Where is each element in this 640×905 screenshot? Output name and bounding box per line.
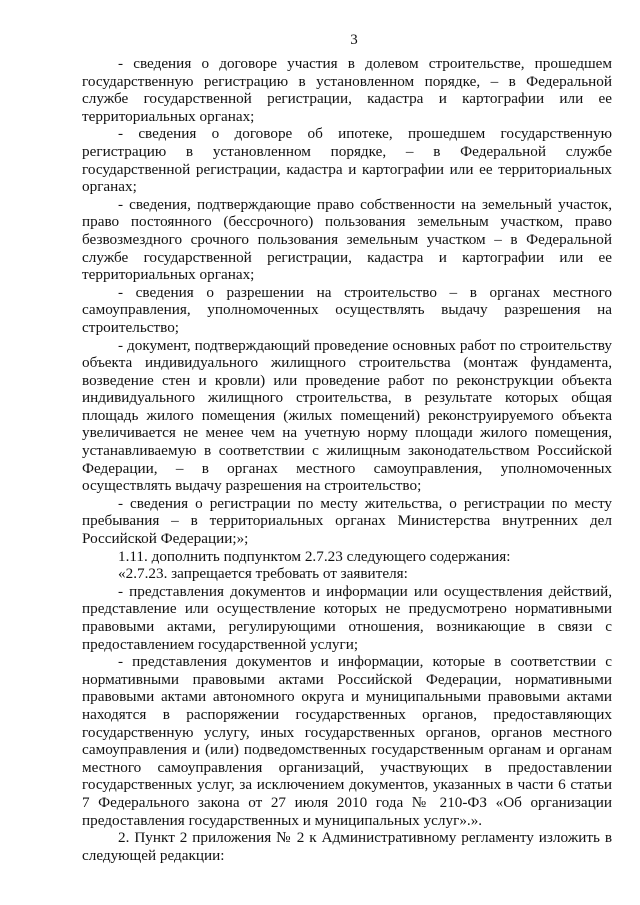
- paragraph-land-ownership: - сведения, подтверждающие право собственности на земельный участок, право постоянного (бессрочного) пользования земельным участком, право безвозмездного срочного пользования земельным участком – в Федеральной службе государственной регистрации, кадастра и картографии или ее территориальных органах;: [82, 195, 612, 284]
- paragraph-prohibition-documents: - представления документов и информации, которые в соответствии с нормативными правовыми актами Российской Федерации, нормативными правовыми актами автономного округа и муниципальными правовыми актами находятся в распоряжении государственных органов, предоставляющих государственную услугу, иных государственных органов, органов местного самоуправления и (или) подведомственных государственным органам и органам местного самоуправления организаций, участвующих в предоставлении государственных услуг, за исключением документов, указанных в части 6 статьи 7 Федерального закона от 27 июля 2010 года № 210-ФЗ «Об организации предоставления государственных и муниципальных услуг».».: [82, 653, 612, 829]
- paragraph-residence-registration: - сведения о регистрации по месту жительства, о регистрации по месту пребывания – в территориальных органах Министерства внутренних дел Российской Федерации;»;: [82, 494, 612, 548]
- page-number: 3: [350, 32, 358, 48]
- paragraph-building-permit: - сведения о разрешении на строительство – в органах местного самоуправления, уполномоченных осуществлять выдачу разрешения на строительство;: [82, 283, 612, 336]
- paragraph-item-1-11: 1.11. дополнить подпунктом 2.7.23 следующего содержания:: [118, 547, 511, 565]
- paragraph-mortgage-contract: - сведения о договоре об ипотеке, прошедшем государственную регистрацию в установленном порядке, – в Федеральной службе государственной регистрации, кадастра и картографии или ее территориальных органах;: [82, 125, 612, 196]
- paragraph-item-2: 2. Пункт 2 приложения № 2 к Административному регламенту изложить в следующей редакции:: [82, 829, 612, 864]
- paragraph-item-2-7-23: «2.7.23. запрещается требовать от заявителя:: [118, 565, 408, 583]
- paragraph-shared-construction-contract: - сведения о договоре участия в долевом строительстве, прошедшем государственную регистрацию в установленном порядке, – в Федеральной службе государственной регистрации, кадастра и картографии или ее территориальных органах;: [82, 55, 612, 125]
- paragraph-construction-works-document: - документ, подтверждающий проведение основных работ по строительству объекта индивидуального жилищного строительства (монтаж фундамента, возведение стен и кровли) или проведение работ по реконструкции объекта индивидуального жилищного строительства, в результате которых общая площадь жилого помещения (жилых помещений) реконструируемого объекта увеличивается не менее чем на учетную норму площади жилого помещения, устанавливаемую в соответствии с жилищным законодательством Российской Федерации, – в органах местного самоуправления, уполномоченных осуществлять выдачу разрешения на строительство;: [82, 336, 612, 495]
- document-page: [82, 30, 612, 864]
- paragraph-prohibition-actions: - представления документов и информации или осуществления действий, представление или осуществление которых не предусмотрено нормативными правовыми актами, регулирующими отношения, возникающие в связи с предоставлением государственной услуги;: [82, 582, 612, 653]
